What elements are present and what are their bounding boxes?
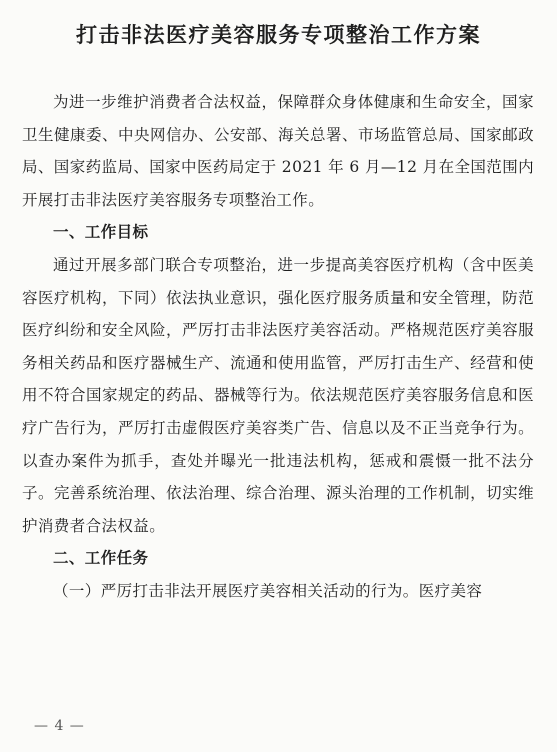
document-body	[22, 86, 534, 608]
intro-paragraph: 为进一步维护消费者合法权益，保障群众身体健康和生命安全，国家卫生健康委、中央网信办、公安部、海关总署、市场监管总局、国家邮政局、国家药监局、国家中医药局定于 2021 年 6 月—12 月在全国范围内开展打击非法医疗美容服务专项整治工作。	[22, 93, 534, 209]
section-heading-tasks: 二、工作任务	[53, 549, 149, 568]
section-heading-goals: 一、工作目标	[53, 223, 149, 242]
task-item-1: （一）严厉打击非法开展医疗美容相关活动的行为。医疗美容	[53, 581, 483, 600]
document-title: 打击非法医疗美容服务专项整治工作方案	[76, 23, 481, 47]
goals-paragraph: 通过开展多部门联合专项整治，进一步提高美容医疗机构（含中医美容医疗机构，下同）依法执业意识，强化医疗服务质量和安全管理，防范医疗纠纷和安全风险，严厉打击非法医疗美容活动。严格规范医疗美容服务相关药品和医疗器械生产、流通和使用监管，严厉打击生产、经营和使用不符合国家规定的药品、器械等行为。依法规范医疗美容服务信息和医疗广告行为，严厉打击虚假医疗美容类广告、信息以及不正当竞争行为。以查办案件为抓手，查处并曝光一批违法机构，惩戒和震慑一批不法分子。完善系统治理、依法治理、综合治理、源头治理的工作机制，切实维护消费者合法权益。	[22, 255, 534, 535]
page-number: — 4 —	[34, 718, 85, 734]
